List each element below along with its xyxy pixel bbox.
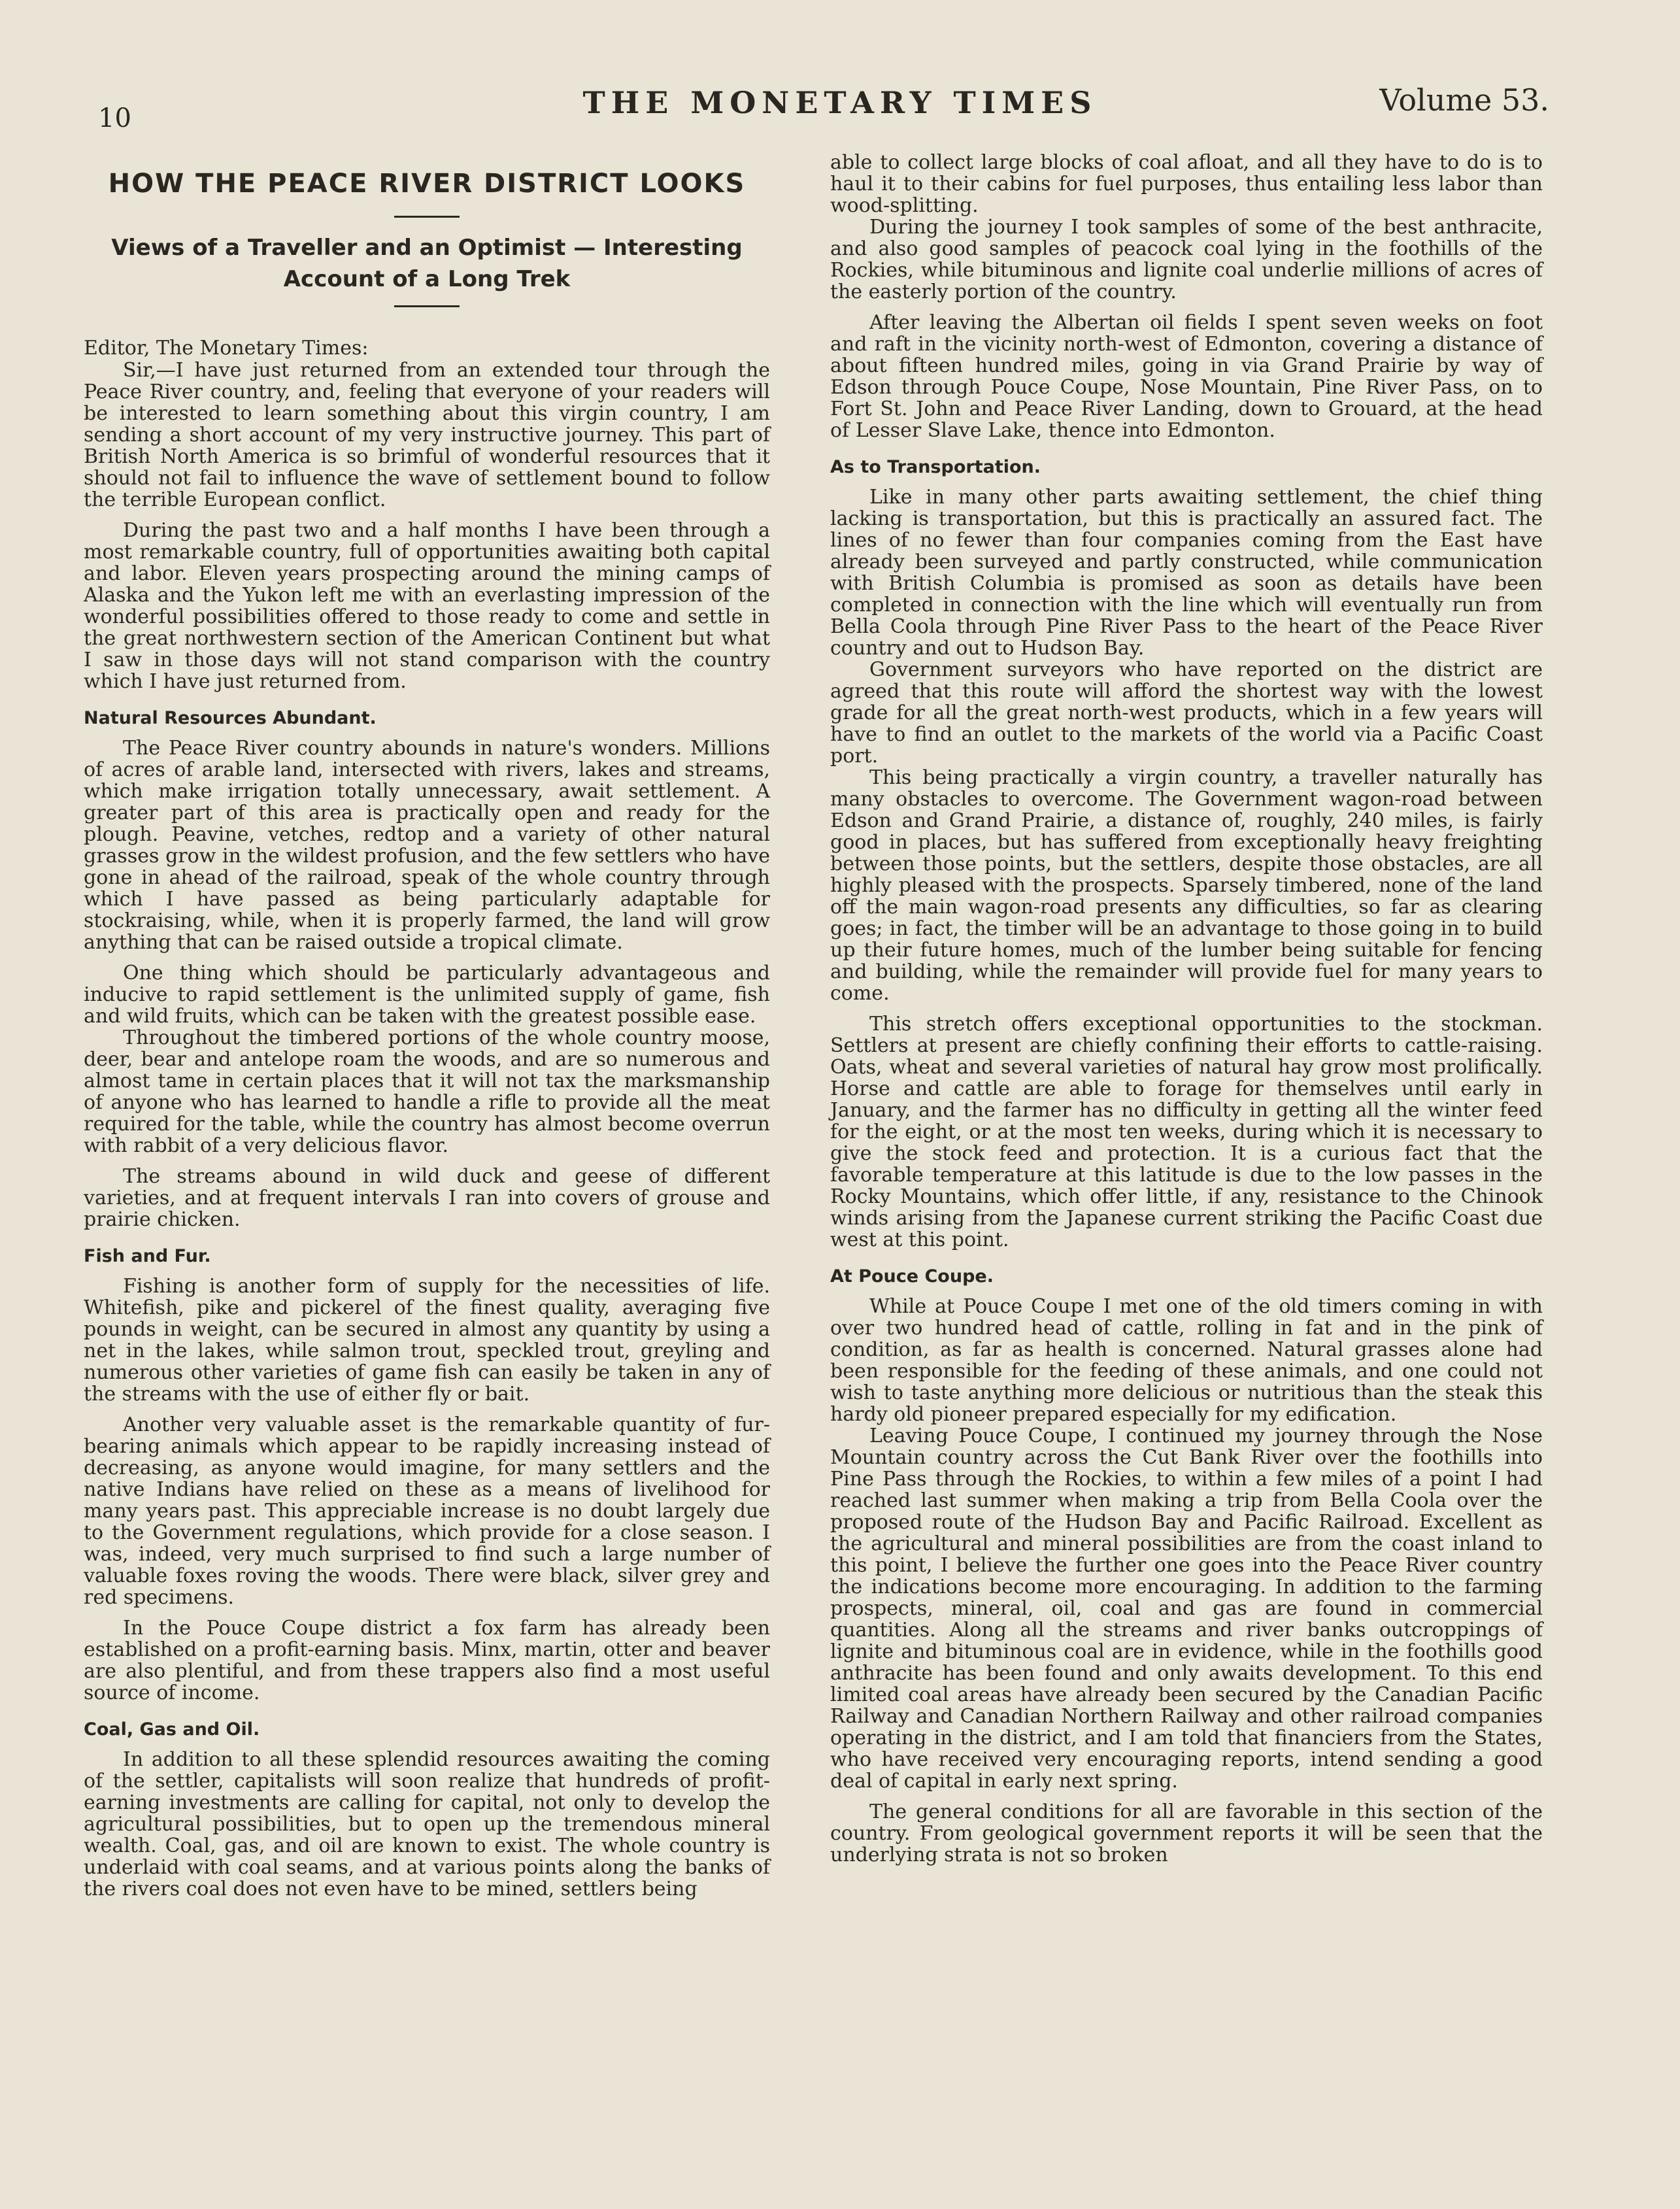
paragraph: Like in many other parts awaiting settlement, the chief thing lacking is transportation, but this is practically an assured fact. The lines of no fewer than four companies coming from the East have already been surveyed and partly constructed, while communication with British Columbia is promised as soon as details have been completed in connection with the line which will eventually run from Bella Coola through Pine River Pass to the heart of the Peace River country and out to Hudson Bay. bbox=[830, 486, 1543, 660]
subtitle-rule bbox=[394, 305, 460, 307]
paragraph: In the Pouce Coupe district a fox farm has already been established on a profit-earning basis. Minx, martin, otter and beaver are also plentiful, and from these trappers also find a most useful source of income. bbox=[84, 1617, 770, 1704]
paragraph: After leaving the Albertan oil fields I spent seven weeks on foot and raft in the vicinity north-west of Edmonton, covering a distance of about fifteen hundred miles, going in via Grand Prairie by way of Edson through Pouce Coupe, Nose Mountain, Pine River Pass, on to Fort St. John and Peace River Landing, down to Grouard, at the head of Lesser Slave Lake, thence into Edmonton. bbox=[830, 311, 1543, 442]
paragraph: able to collect large blocks of coal afloat, and all they have to do is to haul it to their cabins for fuel purposes, thus entailing less labor than wood-splitting. bbox=[830, 151, 1543, 217]
running-header bbox=[0, 77, 1680, 133]
paragraph: This being practically a virgin country, a traveller naturally has many obstacles to overcome. The Government wagon-road between Edson and Grand Prairie, a distance of, roughly, 240 miles, is fairly good in places, but has suffered from exceptionally heavy freighting between those points, but the settlers, despite those obstacles, are all highly pleased with the prospects. Sparsely timbered, none of the land off the main wagon-road presents any difficulties, so far as clearing goes; in fact, the timber will be an advantage to those going in to build up their future homes, much of the lumber being suitable for fencing and building, while the remainder will provide fuel for many years to come. bbox=[830, 766, 1543, 1005]
paragraph: The general conditions for all are favorable in this section of the country. From geological government reports it will be seen that the underlying strata is not so broken bbox=[830, 1800, 1543, 1866]
subtitle-line-2: Account of a Long Trek bbox=[283, 266, 571, 292]
masthead: THE MONETARY TIMES bbox=[582, 85, 1098, 120]
salutation: Editor, The Monetary Times: bbox=[84, 337, 369, 360]
paragraph: Leaving Pouce Coupe, I continued my journey through the Nose Mountain country across the Cut Bank River over the foothills into Pine Pass through the Rockies, to within a few miles of a point I had reached last summer when making a trip from Bella Coola over the proposed route of the Hudson Bay and Pacific Railroad. Excellent as the agricultural and mineral possibilities are from the coast inland to this point, I believe the further one goes into the Peace River country the indications become more encouraging. In addition to the farming prospects, mineral, oil, coal and gas are found in commercial quantities. Along all the streams and river banks outcroppings of lignite and bituminous coal are in evidence, while in the foothills good anthracite has been found and only awaits development. To this end limited coal areas have already been secured by the Canadian Pacific Railway and Canadian Northern Railway and other railroad companies operating in the district, and I am told that financiers from the States, who have received very encouraging reports, intend sending a good deal of capital in early next spring. bbox=[830, 1425, 1543, 1793]
paragraph: Sir,—I have just returned from an extended tour through the Peace River country, and, feeling that everyone of your readers will be interested to learn something about this virgin country, I am sending a short account of my very instructive journey. This part of British North America is so brimful of wonderful resources that it should not fail to influence the wave of settlement bound to follow the terrible European conflict. bbox=[84, 359, 770, 511]
subtitle-line-1: Views of a Traveller and an Optimist — Interesting bbox=[111, 235, 743, 261]
paragraph: The Peace River country abounds in nature's wonders. Millions of acres of arable land, intersected with rivers, lakes and streams, which make irrigation totally unnecessary, await settlement. A greater part of this area is practically open and ready for the plough. Peavine, vetches, redtop and a variety of other natural grasses grow in the wildest profusion, and the few settlers who have gone in ahead of the railroad, speak of the whole country through which I have passed as being particularly adaptable for stockraising, while, when it is properly farmed, the land will grow anything that can be raised outside a tropical climate. bbox=[84, 737, 770, 954]
paragraph: Throughout the timbered portions of the whole country moose, deer, bear and antelope roam the woods, and are so numerous and almost tame in certain places that it will not tax the marksmanship of anyone who has learned to handle a rifle to provide all the meat required for the table, while the country has almost become overrun with rabbit of a very delicious flavor. bbox=[84, 1026, 770, 1157]
section-heading: Natural Resources Abundant. bbox=[84, 708, 377, 728]
article-subtitle bbox=[84, 232, 770, 295]
right-column bbox=[830, 152, 1543, 1866]
page-number: 10 bbox=[98, 103, 131, 133]
paragraph: This stretch offers exceptional opportunities to the stockman. Settlers at present are chiefly confining their efforts to cattle-raising. Oats, wheat and several varieties of natural hay grow most prolifically. Horse and cattle are able to forage for themselves until early in January, and the farmer has no difficulty in getting all the winter feed for the eight, or at the most ten weeks, during which it is necessary to give the stock feed and protection. It is a curious fact that the favorable temperature at this latitude is due to the low passes in the Rocky Mountains, which offer little, if any, resistance to the Chinook winds arising from the Japanese current striking the Pacific Coast due west at this point. bbox=[830, 1013, 1543, 1251]
paragraph: During the journey I took samples of some of the best anthracite, and also good samples of peacock coal lying in the foothills of the Rockies, while bituminous and lignite coal underlie millions of acres of the easterly portion of the country. bbox=[830, 216, 1543, 303]
title-rule bbox=[394, 216, 460, 218]
paragraph: Government surveyors who have reported on the district are agreed that this route will afford the shortest way with the lowest grade for all the great north-west products, which in a few years will have to find an outlet to the markets of the world via a Pacific Coast port. bbox=[830, 658, 1543, 767]
section-heading: At Pouce Coupe. bbox=[830, 1266, 994, 1287]
paragraph: During the past two and a half months I have been through a most remarkable country, full of opportunities awaiting both capital and labor. Eleven years prospecting around the mining camps of Alaska and the Yukon left me with an everlasting impression of the wonderful possibilities offered to those ready to come and settle in the great northwestern section of the American Continent but what I saw in those days will not stand comparison with the country which I have just returned from. bbox=[84, 519, 770, 693]
paragraph: Fishing is another form of supply for the necessities of life. Whitefish, pike and pickerel of the finest quality, averaging five pounds in weight, can be secured in almost any quantity by using a net in the lakes, while salmon trout, speckled trout, greyling and numerous other varieties of game fish can easily be taken in any of the streams with the use of either fly or bait. bbox=[84, 1275, 770, 1406]
section-heading: As to Transportation. bbox=[830, 457, 1041, 477]
article-title: HOW THE PEACE RIVER DISTRICT LOOKS bbox=[108, 169, 746, 199]
paragraph: While at Pouce Coupe I met one of the old timers coming in with over two hundred head of cattle, rolling in fat and in the pink of condition, as far as health is concerned. Natural grasses alone had been responsible for the feeding of these animals, and one could not wish to taste anything more delicious or nutritious than the steak this hardy old pioneer prepared especially for my edification. bbox=[830, 1295, 1543, 1426]
section-heading: Fish and Fur. bbox=[84, 1246, 211, 1266]
paragraph: One thing which should be particularly advantageous and inducive to rapid settlement is the unlimited supply of game, fish and wild fruits, which can be taken with the greatest possible ease. bbox=[84, 962, 770, 1028]
paragraph: In addition to all these splendid resources awaiting the coming of the settler, capitalists will soon realize that hundreds of profit-earning investments are calling for capital, not only to develop the agricultural possibilities, but to open up the tremendous mineral wealth. Coal, gas, and oil are known to exist. The whole country is underlaid with coal seams, and at various points along the banks of the rivers coal does not even have to be mined, settlers being bbox=[84, 1748, 770, 1900]
section-heading: Coal, Gas and Oil. bbox=[84, 1719, 260, 1740]
left-column bbox=[84, 157, 770, 1900]
paragraph: Another very valuable asset is the remarkable quantity of fur-bearing animals which appear to be rapidly increasing instead of decreasing, as anyone would imagine, for many settlers and the native Indians have relied on these as a means of livelihood for many years past. This appreciable increase is no doubt largely due to the Government regulations, which provide for a close season. I was, indeed, very much surprised to find such a large number of valuable foxes roving the woods. There were black, silver grey and red specimens. bbox=[84, 1413, 770, 1609]
paragraph: The streams abound in wild duck and geese of different varieties, and at frequent intervals I ran into covers of grouse and prairie chicken. bbox=[84, 1165, 770, 1231]
volume-label: Volume 53. bbox=[1379, 82, 1549, 118]
